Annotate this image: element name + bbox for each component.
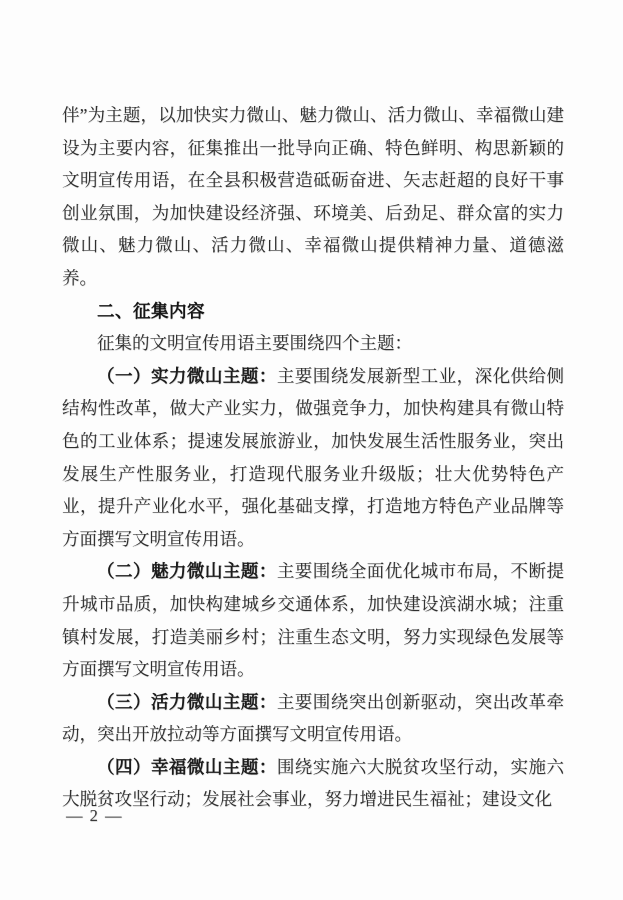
topic-2-text: 主要围绕全面优化城市布局，不断提升城市品质，加快构建城乡交通体系，加快建设滨湖水城；注重镇村发展，打造美丽乡村；注重生态文明，努力实现绿色发展等方面撰写文明宣传用语。 bbox=[62, 561, 565, 680]
topic-3-label: （三）活力微山主题： bbox=[97, 691, 277, 712]
topic-3-text: 主要围绕突出创新驱动，突出改革牵动，突出开放拉动等方面撰写文明宣传用语。 bbox=[62, 691, 565, 745]
paragraph-continuation: 伴”为主题，以加快实力微山、魅力微山、活力微山、幸福微山建设为主要内容，征集推出一批导向正确、特色鲜明、构思新颖的文明宣传用语，在全县积极营造砥砺奋进、矢志赶超的良好干事创业氛围，为加快建设经济强、环境美、后劲足、群众富的实力微山、魅力微山、活力微山、幸福微山提供精神力量、道德滋养。 bbox=[62, 105, 564, 288]
document-body bbox=[62, 99, 564, 816]
topic-4-label: （四）幸福微山主题： bbox=[97, 756, 277, 777]
topic-paragraph-4 bbox=[62, 751, 564, 816]
topic-4-text: 围绕实施六大脱贫攻坚行动，实施六大脱贫攻坚行动；发展社会事业，努力增进民生福祉；建设文化 bbox=[62, 756, 565, 810]
topic-paragraph-3 bbox=[62, 686, 564, 751]
topic-paragraph-1 bbox=[62, 360, 564, 556]
section-heading: 二、征集内容 bbox=[97, 300, 205, 321]
topic-1-text: 主要围绕发展新型工业，深化供给侧结构性改革，做大产业实力，做强竞争力，加快构建具有微山特色的工业体系；提速发展旅游业，加快发展生活性服务业，突出发展生产性服务业，打造现代服务业升级版；壮大优势特色产业，提升产业化水平，强化基础支撑，打造地方特色产业品牌等方面撰写文明宣传用语。 bbox=[62, 365, 565, 549]
section-intro: 征集的文明宣传用语主要围绕四个主题： bbox=[97, 333, 412, 354]
topic-1-label: （一）实力微山主题： bbox=[97, 365, 277, 386]
topic-paragraph-2 bbox=[62, 555, 564, 685]
page-number: — 2 — bbox=[66, 806, 123, 825]
topic-2-label: （二）魅力微山主题： bbox=[97, 561, 277, 582]
